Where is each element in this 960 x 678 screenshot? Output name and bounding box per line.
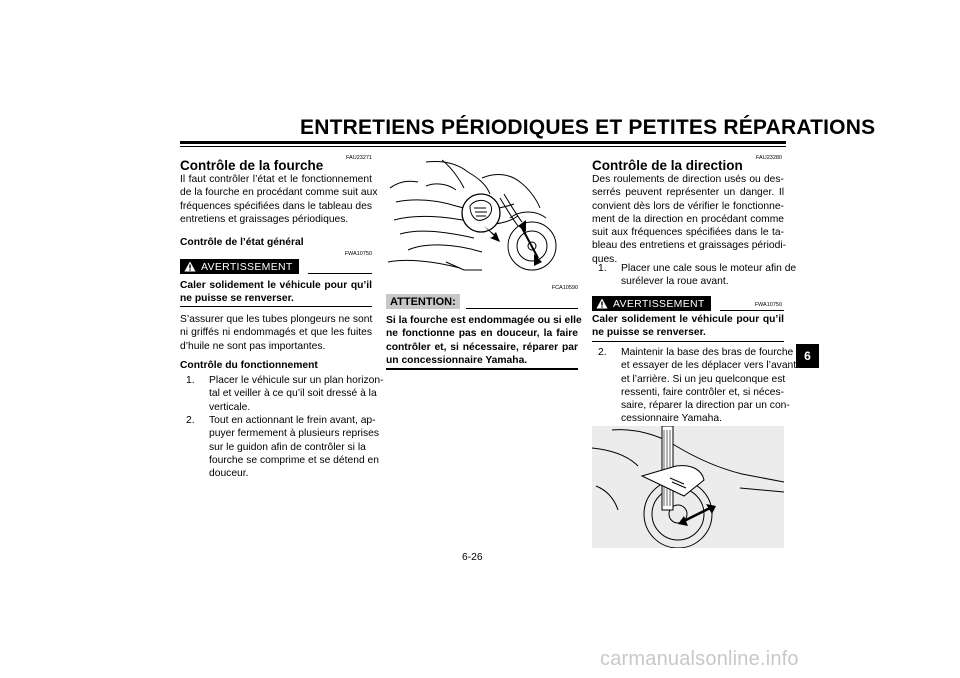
list-item	[598, 262, 797, 289]
header-rule-thin	[180, 146, 786, 147]
text-line: ne puisse se renverser.	[180, 293, 294, 305]
warning-end-rule	[180, 306, 372, 307]
step-number: 1.	[186, 375, 195, 386]
subheading-general: Contrôle de l’état général	[180, 237, 304, 248]
warning-label: AVERTISSEMENT	[613, 297, 705, 310]
watermark-text: carmanualsonline.info	[600, 648, 799, 670]
warning-badge	[592, 296, 711, 311]
steering-check-illustration	[592, 426, 784, 548]
warning-end-rule	[592, 341, 784, 342]
attention-end-rule	[386, 368, 578, 370]
text-line: cessionnaire Yamaha.	[621, 413, 722, 425]
warning-text	[180, 279, 372, 306]
attention-text	[386, 314, 582, 367]
text-line: ne puisse se renverser.	[592, 327, 706, 339]
warning-rule	[308, 273, 372, 274]
text-line: et l’arrière. Si un jeu quelconque est	[621, 373, 786, 385]
text-line: convient dès lors de vérifier le fonctionne-	[592, 200, 784, 212]
list-item	[186, 414, 379, 481]
page-number: 6-26	[462, 552, 483, 563]
warning-badge	[180, 259, 299, 274]
header-rule	[180, 141, 786, 144]
attention-rule	[466, 308, 578, 309]
text-line: bleau des entretiens et graissages périodi-	[592, 240, 787, 252]
warning-triangle-icon	[184, 261, 196, 272]
text-line: Tout en actionnant le frein avant, ap-	[209, 415, 376, 426]
text-line: ment de la direction en procédant comme	[592, 213, 784, 225]
step-number: 2.	[186, 415, 195, 426]
text-line: d’huile ne sont pas importantes.	[180, 340, 326, 352]
step-number: 2.	[598, 347, 607, 358]
text-line: entretiens et graissages périodiques.	[180, 213, 349, 225]
section-intro	[180, 173, 378, 226]
fork-check-illustration	[386, 158, 578, 278]
text-line: douceur.	[209, 468, 249, 480]
text-line: et essayer de les déplacer vers l’avant	[621, 360, 797, 372]
text-line: un concessionnaire Yamaha.	[386, 354, 528, 366]
warning-code: FWA10750	[754, 302, 782, 308]
attention-code: FCA10590	[551, 285, 578, 291]
text-line: Maintenir la base des bras de fourche	[621, 347, 794, 358]
attention-badge: ATTENTION:	[386, 294, 460, 309]
text-line: saire, réparer la direction par un con-	[621, 400, 790, 412]
text-line: surélever la roue avant.	[621, 276, 729, 288]
text-line: ques.	[592, 253, 618, 265]
section-heading: Contrôle de la direction	[592, 158, 743, 173]
text-line: Il faut contrôler l’état et le fonctionnement	[180, 174, 372, 185]
chapter-tab: 6	[796, 344, 819, 368]
text-line: fréquences spécifiées dans le tableau des	[180, 200, 372, 212]
text-line: tal et veiller à ce qu’il soit dressé à la	[209, 388, 377, 400]
section-code: FAU23271	[346, 155, 372, 161]
text-line: Placer le véhicule sur un plan horizon-	[209, 375, 384, 386]
list-item	[598, 346, 797, 426]
text-line: Placer une cale sous le moteur afin de	[621, 263, 797, 274]
text-line: S’assurer que les tubes plongeurs ne sont	[180, 314, 373, 325]
text-line: sur le guidon afin de contrôler si la	[209, 441, 366, 453]
section-heading: Contrôle de la fourche	[180, 158, 324, 173]
list-item	[186, 374, 384, 414]
step-number: 1.	[598, 263, 607, 274]
warning-text	[592, 313, 784, 340]
warning-triangle-icon	[596, 298, 608, 309]
text-line: fourche se comprime et se détend en	[209, 454, 379, 466]
section-intro	[592, 173, 787, 266]
section-code: FAU23280	[756, 155, 782, 161]
subheading-operation: Contrôle du fonctionnement	[180, 360, 318, 371]
text-line: Caler solidement le véhicule pour qu’il	[180, 280, 372, 291]
warning-label: AVERTISSEMENT	[201, 260, 293, 273]
text-line: Caler solidement le véhicule pour qu’il	[592, 314, 784, 325]
check-text	[180, 313, 372, 353]
text-line: verticale.	[209, 401, 251, 413]
text-line: Des roulements de direction usés ou des-	[592, 174, 784, 185]
text-line: puyer fermement à plusieurs reprises	[209, 428, 379, 440]
text-line: de la fourche en procédant comme suit aux	[180, 187, 378, 199]
warning-code: FWA10750	[344, 251, 372, 257]
text-line: serrés peuvent représenter un danger. Il	[592, 187, 784, 199]
text-line: suit aux fréquences spécifiées dans le ta-	[592, 227, 784, 239]
text-line: Si la fourche est endommagée ou si elle	[386, 315, 582, 326]
text-line: ressenti, faire contrôler et, si néces-	[621, 386, 785, 398]
text-line: ni griffés ni endommagés et que les fuites	[180, 327, 372, 339]
page-header-title: ENTRETIENS PÉRIODIQUES ET PETITES RÉPARATIONS	[300, 116, 876, 139]
warning-rule	[720, 310, 784, 311]
text-line: ne fonctionne pas en douceur, la faire	[386, 328, 578, 340]
text-line: contrôler et, si nécessaire, réparer par	[386, 341, 578, 353]
